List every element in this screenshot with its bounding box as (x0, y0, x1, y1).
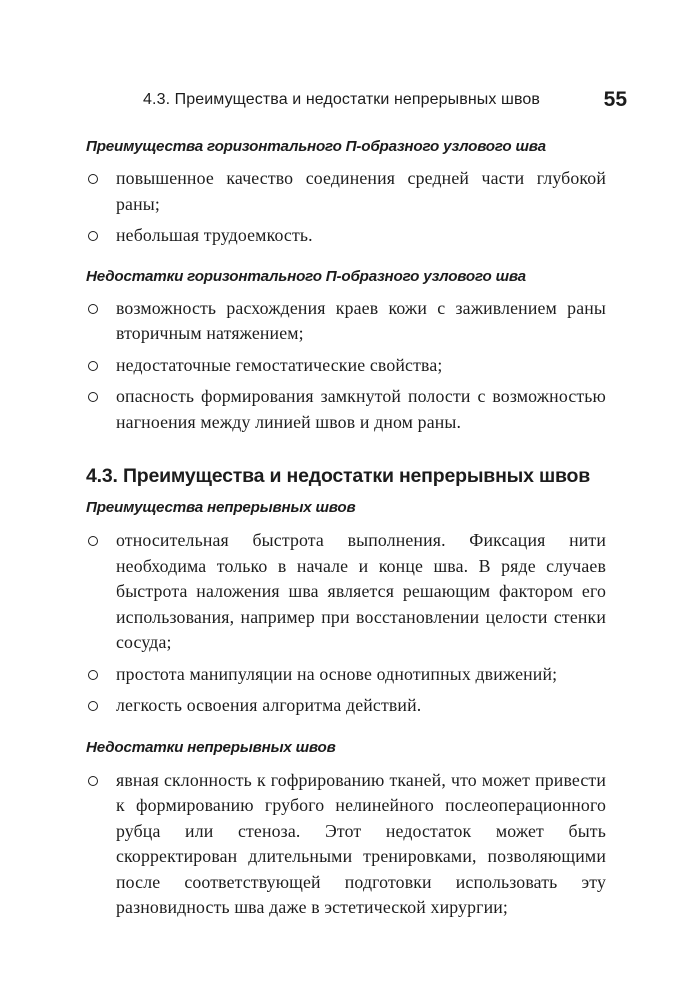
list-advantages-horizontal (86, 166, 606, 249)
list-item-text: повышенное качество соединения средней части глубокой раны; (116, 168, 606, 214)
list-item (86, 693, 606, 719)
list-disadvantages-horizontal (86, 296, 606, 436)
list-item (86, 223, 606, 249)
circle-bullet-icon (88, 174, 98, 184)
list-item-text: относительная быстрота выполнения. Фиксация нити необходима только в начале и конце шва. В ряде случаев быстрота наложения шва является решающим фактором его использования, например при восстановлении целости стенки сосуда; (116, 530, 606, 652)
list-item (86, 662, 606, 688)
list-item-text: опасность формирования замкнутой полости с возможностью нагноения между линией швов и дном раны. (116, 386, 606, 432)
running-head (0, 88, 682, 118)
page-number: 55 (603, 88, 627, 111)
list-disadvantages-continuous (86, 768, 606, 921)
list-item (86, 166, 606, 217)
list-item (86, 768, 606, 921)
circle-bullet-icon (88, 701, 98, 711)
list-item (86, 528, 606, 656)
list-item-text: легкость освоения алгоритма действий. (116, 695, 422, 715)
list-item-text: небольшая трудоемкость. (116, 225, 313, 245)
circle-bullet-icon (88, 536, 98, 546)
subheading-advantages-continuous: Преимущества непрерывных швов (86, 499, 356, 516)
list-advantages-continuous (86, 528, 606, 719)
subheading-disadvantages-horizontal: Недостатки горизонтального П-образного узлового шва (86, 267, 526, 285)
subheading-disadvantages-continuous: Недостатки непрерывных швов (86, 738, 336, 756)
list-item (86, 384, 606, 435)
circle-bullet-icon (88, 670, 98, 680)
subheading-advantages-horizontal: Преимущества горизонтального П-образного узлового шва (86, 138, 546, 155)
circle-bullet-icon (88, 361, 98, 371)
list-item-text: явная склонность к гофрированию тканей, что может привести к формированию грубого нелинейного послеоперационного рубца или стеноза. Этот недостаток может быть скорректирован длительными тренировками, позволяющими после соответствующей подготовки использовать эту разновидность шва даже в эстетической хирургии; (116, 769, 606, 917)
circle-bullet-icon (88, 304, 98, 314)
list-item (86, 296, 606, 347)
page-content (86, 136, 606, 921)
circle-bullet-icon (88, 392, 98, 402)
circle-bullet-icon (88, 776, 98, 786)
circle-bullet-icon (88, 231, 98, 241)
section-heading: 4.3. Преимущества и недостатки непрерывных швов (86, 465, 591, 487)
list-item-text: недостаточные гемостатические свойства; (116, 354, 443, 375)
list-item (86, 353, 606, 379)
list-item-text: простота манипуляции на основе однотипных движений; (116, 663, 558, 684)
list-item-text: возможность расхождения краев кожи с заживлением раны вторичным натяжением; (116, 297, 606, 343)
running-title: 4.3. Преимущества и недостатки непрерывных швов (143, 91, 540, 108)
